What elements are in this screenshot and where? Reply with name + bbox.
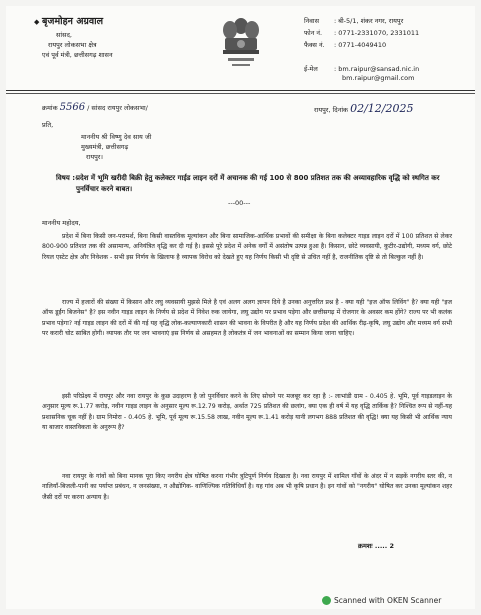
- salutation: माननीय महोदय,: [42, 219, 81, 227]
- sender-designation: सांसद,: [56, 31, 72, 39]
- sender-constituency: रायपुर लोकसभा क्षेत्र: [48, 41, 97, 49]
- scanner-logo-icon: [322, 596, 331, 605]
- state-emblem-icon: [213, 14, 269, 82]
- paragraph-4: नवा रायपुर के गांवों को बिना मानक पूरा किए नगरीय क्षेत्र घोषित करना गंभीर त्रुटिपूर्ण निर्णय दिखाता है। नवा रायपुर में शामिल गाँवों के अंदर में न सड़कें नगरीय स्तर की, न नालियाँ-बिजली-पानी का पर्याप्त प्रबंधन, न जनसंख्या, न औद्योगिक- वाणिज्यिक गतिविधियाँ है। यह गांव अब भी कृषि प्रधान है। इन गांवों को "नगरीय" घोषित कर उनका मूल्यांकन शहर जैसी दरों पर करना अन्याय है।: [42, 473, 452, 501]
- recipient-name: माननीय श्री विष्णु देव साय जी: [81, 133, 152, 141]
- recipient-city: रायपुर।: [86, 153, 103, 161]
- letter-subject: विषय :- प्रदेश में भूमि खरीदी बिक्री हेतु कलेक्टर गाईड लाइन दरों में अचानक की गई 100 से 800 प्रतिशत तक की अव्यावहारिक वृद्धि को स्थगित कर पुनर्विचार करने बाबत।: [56, 174, 440, 193]
- contact-email: ई-मेल : bm.raipur@sansad.nic.in: [304, 65, 420, 73]
- letter-date: रायपुर, दिनांक 02/12/2025: [314, 102, 414, 115]
- letter-page: [6, 6, 475, 609]
- recipient-post: मुख्यमंत्री, छत्तीसगढ़: [81, 143, 129, 151]
- contact-phone: फोन नं. : 0771-2331070, 2331011: [304, 29, 420, 37]
- recipient-prefix: प्रति,: [42, 121, 54, 129]
- page-continuation: क्रमशः ..... 2: [358, 542, 395, 550]
- header-divider-thin: [6, 93, 475, 94]
- letterhead: [6, 6, 475, 92]
- contact-residence: निवास : बी-5/1, शंकर नगर, रायपुर: [304, 17, 404, 25]
- header-divider: [6, 90, 475, 91]
- contact-fax: फैक्स नं. : 0771-4049410: [304, 41, 387, 49]
- sender-former-role: एवं पूर्व मंत्री, छत्तीसगढ़ शासन: [42, 51, 113, 59]
- separator: ---00---: [228, 199, 251, 207]
- paragraph-3: इसी परिप्रेक्ष्य में रायपुर और नवा रायपुर के कुछ उदाहरण है जो पुनर्विचार करने के लिए सोचने पर मजबूर कर रहा है :- लाभांडी ग्राम - 0.405 हे. भूमि, पूर्व गाइडलाइन के अनुसार मूल्य रू.1.77 करोड़, नवीन गाइड लाइन के अनुसार मूल्य रू.12.79 करोड़, अर्थात 725 प्रतिशत की छलांग, क्या एक ही वर्ष में यह वृद्धि तार्किक है? निश्चित रूप से नहीं-यह प्रशासनिक चूक नहीं है। ग्राम निमोरा - 0.405 हे. भूमि, पूर्व मूल्य रू.15.58 लाख, नवीन मूल्य रू.1.41 करोड़ यानी लगभग 888 प्रतिशत की वृद्धि! क्या यह किसी भी आर्थिक न्याय या बाजार वास्तविकता के अनुरूप है?: [42, 393, 452, 432]
- sender-name: बृजमोहन अग्रवाल: [42, 16, 104, 27]
- bullet-icon: ◆: [34, 18, 40, 26]
- reference-number: क्रमांक 5566 / सांसद रायपुर लोकसभा/: [42, 102, 148, 113]
- scanner-badge: Scanned with OKEN Scanner: [322, 596, 441, 605]
- paragraph-1: प्रदेश में बिना किसी जन-परामर्श, बिना किसी वास्तविक मूल्यांकन और बिना सामाजिक-आर्थिक प्रभावों की समीक्षा के बिना कलेक्टर गाइड लाइन दरों में 100 प्रतिशत से लेकर 800-900 प्रतिशत तक की असामान्य, अनियंत्रित वृद्धि कर दी गई है। इससे पूरे प्रदेश में अनेक वर्गों में असंतोष उत्पन्न हुआ है। किसान, छोटे व्यवसायी, कुटीर-उद्योगी, मध्यम वर्ग, छोटे रियल एस्टेट क्षेत्र और निवेशक - सभी इस निर्णय के खिलाफ है व्यापक विरोध को देखते हुए यह निर्णय किसी भी दृष्टि से उचित नहीं है, राजनीतिक दृष्टि से तो बिल्कुल नहीं है।: [42, 233, 452, 261]
- contact-email-alt: bm.raipur@gmail.com: [342, 74, 415, 82]
- paragraph-2: राज्य में हजारों की संख्या में किसान और लघु व्यवसायी मुझसे मिले है एवं अलग अलग ज्ञापन दिये है उनका अनुत्तरित प्रश्न है - क्या यही "इज ऑफ लिविंग" है? क्या यही "इज ऑफ डूईंग बिजनेस" है? इस नवीन गाइड लाइन के निर्णय से प्रदेश में निवेश रुक जायेगा, लघु उद्योग पर प्रभाव पड़ेगा और छत्तीसगढ़ में रोजगार के अवसर कम होंगे? राज्य पर भी कलंक प्रभाव पड़ेगा? नई गाइड लाइन की दरों में की गई यह वृद्धि लोक-कल्याणकारी शासन की भावना के विपरीत है और यह निर्णय प्रदेश की आर्थिक रीढ़-कृषि, लघु उद्योग और मध्यम वर्ग सभी पर करारी चोट साबित होगी। व्यापक तौर पर जन भावनाएं इस निर्णय से असहमत है लोकतंत्र में जन भावनाओं का सम्मान किया जाना चाहिए।: [42, 299, 452, 338]
